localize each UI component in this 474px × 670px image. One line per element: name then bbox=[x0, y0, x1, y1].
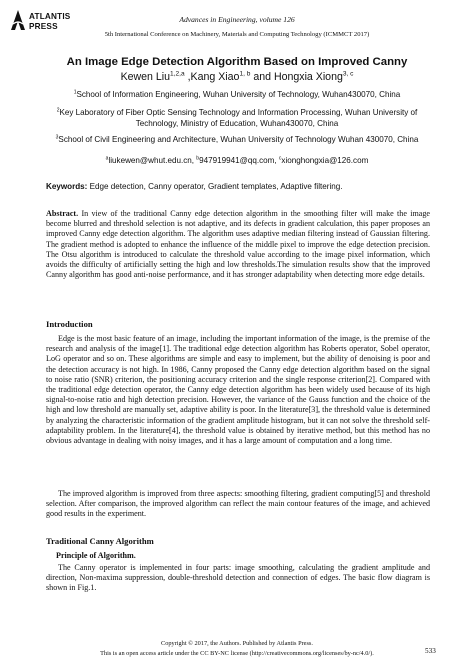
affiliation-2 bbox=[0, 107, 474, 129]
logo-line-1: ATLANTIS bbox=[29, 12, 71, 21]
author-separator: , bbox=[184, 71, 191, 83]
email-address: xionghongxia@126.com bbox=[281, 156, 369, 165]
author-superscript: 3, c bbox=[342, 70, 354, 78]
affiliation-3 bbox=[0, 134, 474, 145]
affiliation-1 bbox=[0, 89, 474, 100]
email-marker: c bbox=[278, 155, 282, 162]
affiliation-marker: 2 bbox=[56, 107, 60, 114]
keywords bbox=[46, 182, 446, 191]
email-address: liukewen@whut.edu.cn, bbox=[108, 156, 197, 165]
section-heading-introduction: Introduction bbox=[46, 319, 93, 329]
logo-line-2: PRESS bbox=[29, 22, 58, 31]
author-superscript: 1, b bbox=[239, 70, 251, 78]
license-notice: This is an open access article under the CC BY-NC license (http://creativecommons.org/licenses/by-nc/4.0/). bbox=[100, 650, 374, 657]
copyright-notice: Copyright © 2017, the Authors. Published by Atlantis Press. bbox=[161, 640, 313, 647]
page-number: 533 bbox=[425, 647, 436, 655]
keywords-text: Edge detection, Canny operator, Gradient templates, Adaptive filtering. bbox=[87, 182, 343, 191]
introduction-paragraph-2: The improved algorithm is improved from three aspects: smoothing filtering, gradient computing[5] and threshold selection. After comparison, the improved algorithm can reflect the main contour features of the image, and achieved good results in the experiment. bbox=[46, 489, 430, 519]
principle-paragraph: The Canny operator is implemented in four parts: image smoothing, calculating the gradient amplitude and direction, Non-maxima suppression, double-threshold detection and connection of edges. The basic flow diagram is shown in Fig.1. bbox=[46, 563, 430, 593]
email-address: 947919941@qq.com, bbox=[199, 156, 279, 165]
author-separator: and bbox=[250, 71, 274, 83]
author-list bbox=[0, 71, 474, 83]
author-name: Kang Xiao bbox=[190, 71, 240, 83]
abstract-text: In view of the traditional Canny edge detection algorithm in the smoothing filter will make the image become blurred and threshold selection is not adaptive, and its defects in gradient calculation, this paper proposes an improved Canny edge detection algorithm. The algorithm uses adaptive median filtering instead of Gaussian filtering. The gradient method is adopted to enhance the influence of the middle pixel to improve the edge detection precision. The Otsu algorithm is introduced to calculate the threshold value according to the image pixel information, which avoids the difficulty of artificially setting the high and low thresholds.The simulation results show that the improved Canny algorithm has good anti-noise performance, and it has stronger adaptability when detecting more edge details. bbox=[46, 209, 430, 280]
affiliation-text: School of Information Engineering, Wuhan University of Technology, Wuhan430070, China bbox=[76, 90, 401, 99]
email-marker: b bbox=[196, 155, 200, 162]
paper-title: An Image Edge Detection Algorithm Based on Improved Canny bbox=[66, 56, 408, 68]
section-heading-traditional-canny: Traditional Canny Algorithm bbox=[46, 536, 154, 546]
keywords-label: Keywords: bbox=[46, 182, 88, 191]
author-emails bbox=[0, 155, 474, 166]
affiliation-text: Key Laboratory of Fiber Optic Sensing Technology and Information Processing, Wuhan University of Technology, Ministry of Education, Wuhan430070, China bbox=[59, 108, 418, 128]
affiliation-marker: 3 bbox=[55, 134, 59, 141]
journal-name: Advances in Engineering, volume 126 bbox=[179, 15, 295, 24]
author-name: Kewen Liu bbox=[120, 71, 171, 83]
introduction-paragraph-1: Edge is the most basic feature of an image, including the important information of the image, is the premise of the research and analysis of the image[1]. The traditional edge detection algorithm has Roberts operator, Sobel operator, LoG operator and so on. These algorithms are simple and easy to implement, but the ability of denoising is poor and the detection accuracy is not high. In 1986, Canny proposed the Canny edge detection algorithm based on the signal to noise ratio (SNR) criterion, the positioning accuracy criterion and the single response criterion[2]. Compared with the traditional edge detection operator, the Canny edge detection algorithm has been widely used because of its high signal-to-noise ratio and high detection precision. However, the variance of the Gauss function and the choice of the high and low threshold are manually set, adaptive ability is poor. In the literature[3], the threshold value is determined by analyzing the characteristic information of the gradient amplitude histogram, but it can not solve the threshold self-adaptability problem. In the literature[4], the threshold value is obtained by iterative method, but this method has no obvious advantage in dealing with noisy images, and it has a large amount of computation and a long time. bbox=[46, 334, 430, 446]
author-superscript: 1,2,a bbox=[170, 70, 185, 78]
conference-name: 5th International Conference on Machinery, Materials and Computing Technology (ICMMCT 2017) bbox=[104, 31, 370, 38]
affiliation-marker: 1 bbox=[73, 89, 77, 96]
email-marker: a bbox=[105, 155, 109, 162]
author-name: Hongxia Xiong bbox=[273, 71, 343, 83]
abstract-label: Abstract. bbox=[46, 209, 79, 218]
abstract bbox=[46, 209, 430, 280]
subsection-heading-principle: Principle of Algorithm. bbox=[56, 551, 136, 560]
affiliation-text: School of Civil Engineering and Architecture, Wuhan University of Technology Wuhan 430070, China bbox=[58, 135, 419, 144]
